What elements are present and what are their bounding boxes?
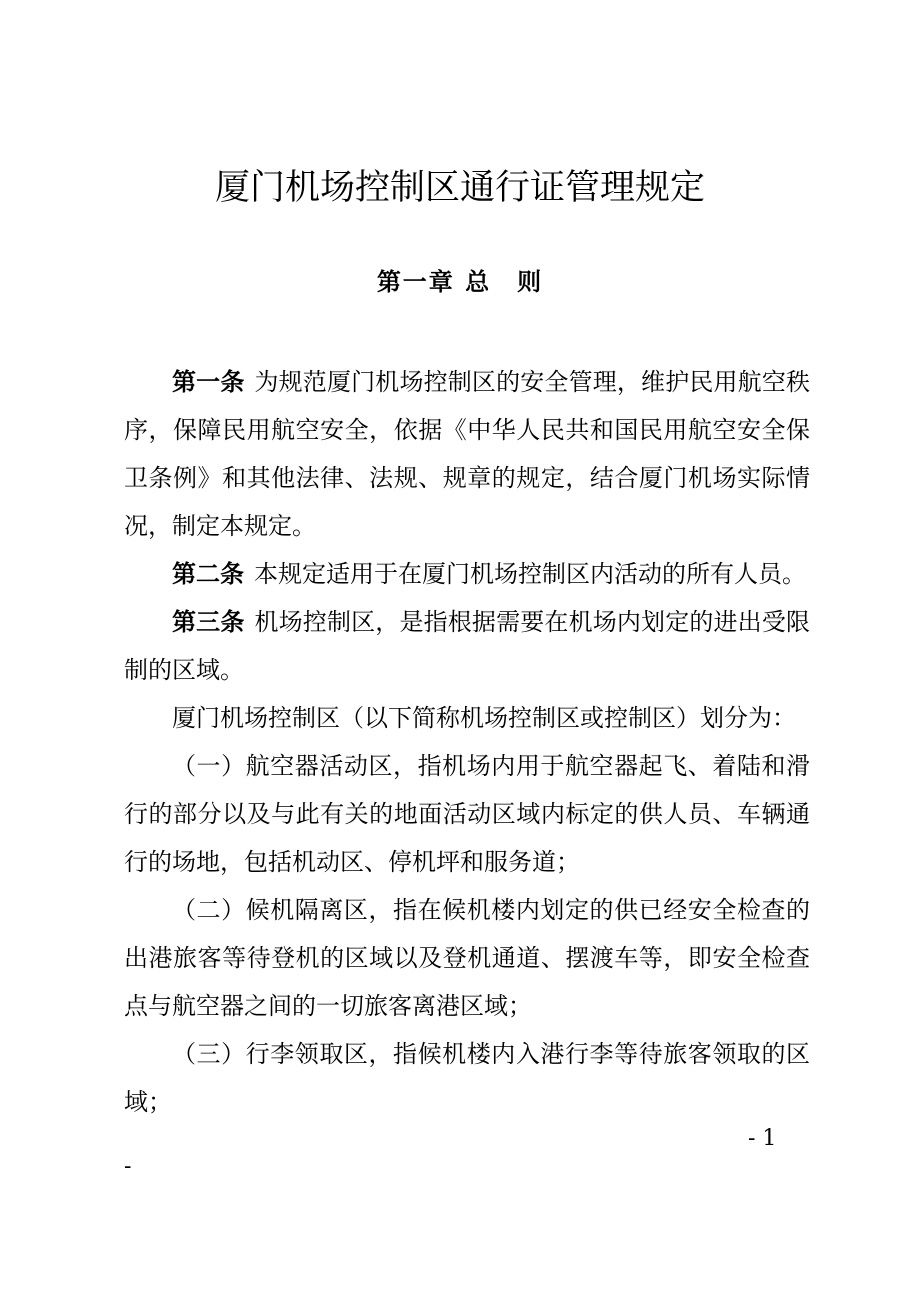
chapter-title: 第一章 总 则: [376, 267, 544, 296]
article-text: 本规定适用于在厦门机场控制区内活动的所有人员。: [254, 560, 806, 588]
page-number-tail: -: [124, 1154, 132, 1179]
article-label: 第三条: [172, 607, 245, 636]
article-text: 为规范厦门机场控制区的安全管理，维护民用航空秩序，保障民用航空安全，依据《中华人民共和国民用航空安全保卫条例》和其他法律、法规、规章的规定，结合厦门机场实际情况，制定本规定。: [124, 368, 811, 540]
article-1: [124, 358, 810, 550]
paragraph-item-3: （三）行李领取区，指候机楼内入港行李等待旅客领取的区域；: [124, 1040, 810, 1116]
page-number: - 1: [748, 1126, 777, 1151]
document-body: [124, 358, 810, 1126]
paragraph-item-1: （一）航空器活动区，指机场内用于航空器起飞、着陆和滑行的部分以及与此有关的地面活动区域内标定的供人员、车辆通行的场地，包括机动区、停机坪和服务道；: [124, 752, 810, 876]
article-label: 第一条: [172, 367, 245, 396]
document-title: 厦门机场控制区通行证管理规定: [214, 168, 705, 208]
article-label: 第二条: [172, 559, 244, 588]
paragraph-item-2: （二）候机隔离区，指在候机楼内划定的供已经安全检查的出港旅客等待登机的区域以及登机通道、摆渡车等，即安全检查点与航空器之间的一切旅客离港区域；: [124, 896, 810, 1020]
paragraph-zone-division: 厦门机场控制区（以下简称机场控制区或控制区）划分为：: [172, 704, 796, 732]
article-3: [124, 598, 810, 694]
article-text: 机场控制区，是指根据需要在机场内划定的进出受限制的区域。: [124, 608, 811, 684]
article-2: [124, 550, 810, 598]
